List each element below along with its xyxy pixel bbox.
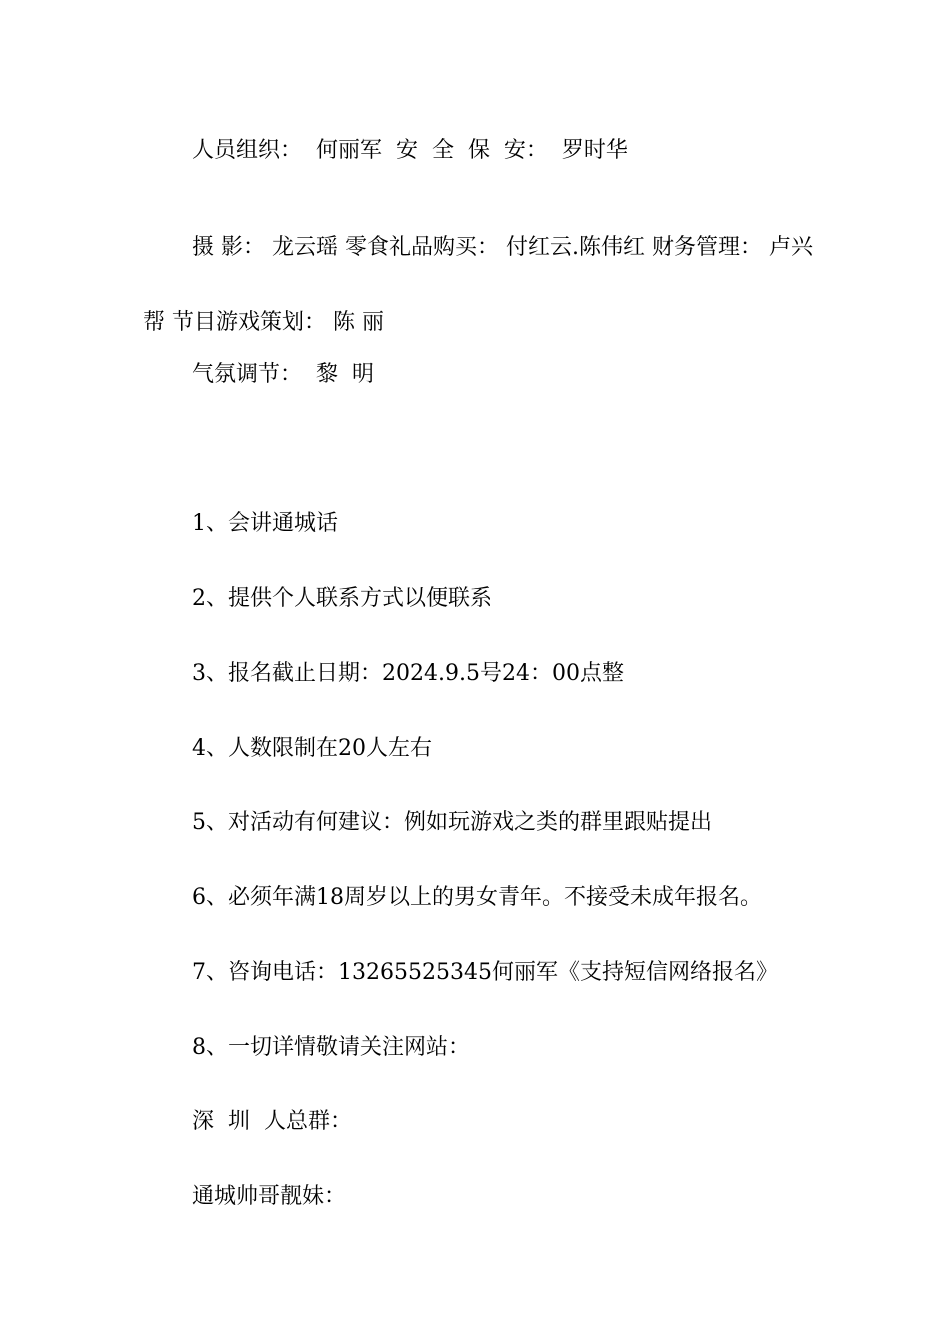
group-shenzhen: 深 圳 人总群： <box>192 1109 352 1134</box>
note-item-6: 6、必须年满18周岁以上的男女青年。不接受未成年报名。 <box>192 885 762 910</box>
note-item-4: 4、人数限制在20人左右 <box>192 736 432 761</box>
note-item-7: 7、咨询电话：13265525345何丽军《支持短信网络报名》 <box>192 960 778 985</box>
roles-line-organization: 人员组织： 何丽军 安 全 保 安： 罗时华 <box>192 138 628 163</box>
roles-line-atmosphere: 气氛调节： 黎 明 <box>192 362 374 387</box>
note-item-8: 8、一切详情敬请关注网站： <box>192 1035 470 1060</box>
note-item-2: 2、提供个人联系方式以便联系 <box>192 586 492 611</box>
note-item-1: 1、会讲通城话 <box>192 511 338 536</box>
roles-line-photography: 摄 影： 龙云瑶 零食礼品购买： 付红云.陈伟红 财务管理： 卢兴帮 节目游戏策划： 陈 丽 <box>143 235 813 335</box>
note-item-5: 5、对活动有何建议：例如玩游戏之类的群里跟贴提出 <box>192 810 712 835</box>
group-tongcheng: 通城帅哥靓妹： <box>192 1184 347 1209</box>
note-item-3: 3、报名截止日期：2024.9.5号24：00点整 <box>192 661 624 686</box>
